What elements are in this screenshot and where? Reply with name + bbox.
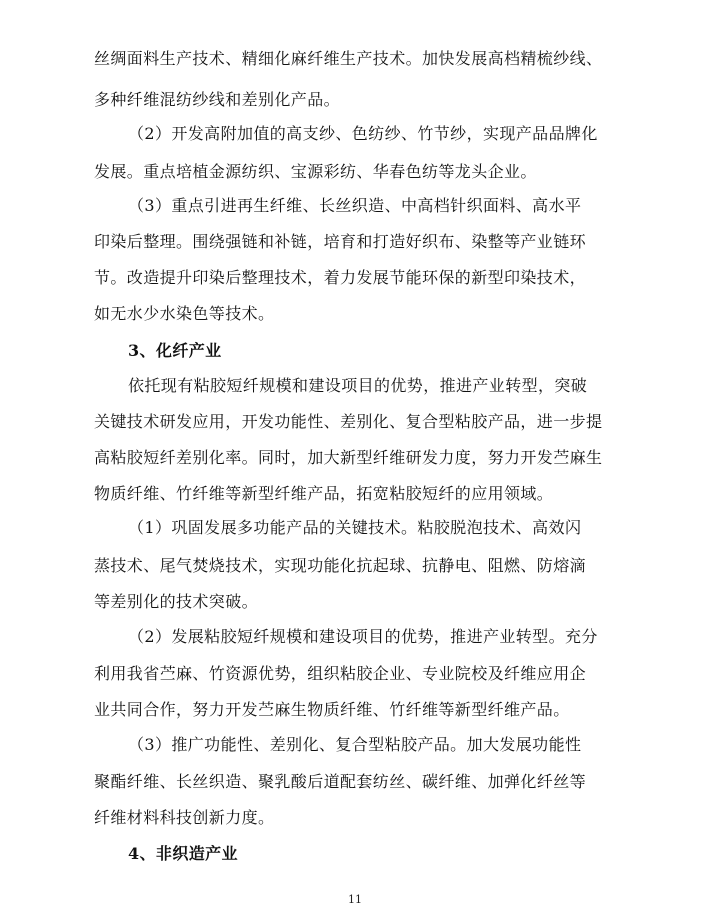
body-text-line: 等差别化的技术突破。 [94, 592, 259, 611]
body-text-line: 丝绸面料生产技术、精细化麻纤维生产技术。加快发展高档精梳纱线、 [94, 49, 603, 68]
section-heading: 3、化纤产业 [128, 341, 222, 360]
body-text-line: 物质纤维、竹纤维等新型纤维产品，拓宽粘胶短纤的应用领域。 [94, 484, 554, 503]
body-text-line: 发展。重点培植金源纺织、宝源彩纺、华春色纺等龙头企业。 [94, 162, 537, 181]
body-text-line: 聚酯纤维、长丝织造、聚乳酸后道配套纺丝、碳纤维、加弹化纤丝等 [94, 772, 587, 791]
body-text-line: 关键技术研发应用，开发功能性、差别化、复合型粘胶产品，进一步提 [94, 412, 603, 431]
body-text-line: （2）开发高附加值的高支纱、色纺纱、竹节纱，实现产品品牌化 [128, 124, 598, 143]
body-text-line: 蒸技术、尾气焚烧技术，实现功能化抗起球、抗静电、阻燃、防熔滴 [94, 556, 587, 575]
body-text-line: （1）巩固发展多功能产品的关键技术。粘胶脱泡技术、高效闪 [128, 518, 582, 537]
body-text-line: 依托现有粘胶短纤规模和建设项目的优势，推进产业转型，突破 [128, 376, 588, 395]
body-text-line: 印染后整理。围绕强链和补链，培育和打造好织布、染整等产业链环 [94, 232, 587, 251]
section-heading: 4、非织造产业 [128, 844, 238, 863]
body-text-line: （2）发展粘胶短纤规模和建设项目的优势，推进产业转型。充分 [128, 627, 598, 646]
page-number: 11 [348, 893, 362, 906]
body-text-line: （3）重点引进再生纤维、长丝织造、中高档针织面料、高水平 [128, 196, 582, 215]
body-text-line: 业共同合作，努力开发苎麻生物质纤维、竹纤维等新型纤维产品。 [94, 700, 570, 719]
body-text-line: 节。改造提升印染后整理技术，着力发展节能环保的新型印染技术， [94, 268, 587, 287]
body-text-line: 利用我省苎麻、竹资源优势，组织粘胶企业、专业院校及纤维应用企 [94, 664, 587, 683]
body-text-line: 高粘胶短纤差别化率。同时，加大新型纤维研发力度，努力开发苎麻生 [94, 448, 603, 467]
body-text-line: 纤维材料科技创新力度。 [94, 808, 275, 827]
body-text-line: 多种纤维混纺纱线和差别化产品。 [94, 90, 341, 109]
body-text-line: （3）推广功能性、差别化、复合型粘胶产品。加大发展功能性 [128, 735, 582, 754]
body-text-line: 如无水少水染色等技术。 [94, 304, 275, 323]
